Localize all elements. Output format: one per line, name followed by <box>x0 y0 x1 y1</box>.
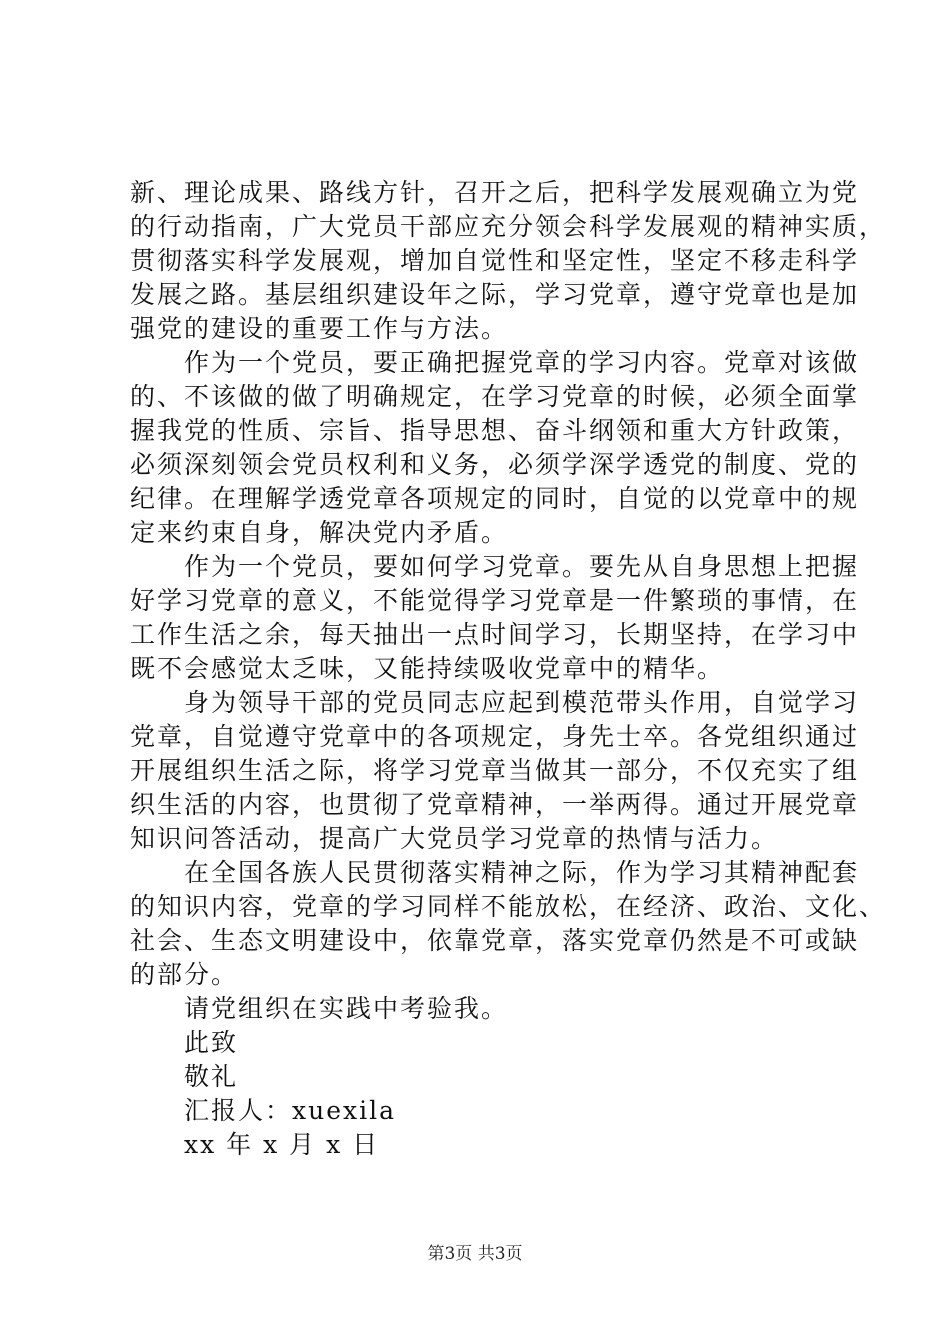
text-line: 开展组织生活之际，将学习党章当做其一部分，不仅充实了组 <box>130 756 860 785</box>
paragraph-start-line: 身为领导干部的党员同志应起到模范带头作用，自觉学习 <box>184 688 860 717</box>
paragraph-start-line: 在全国各族人民贯彻落实精神之际，作为学习其精神配套 <box>184 858 860 887</box>
reporter-signature: 汇报人：xuexila <box>184 1096 396 1125</box>
salutation-ci-zhi: 此致 <box>184 1028 239 1057</box>
paragraph-start-line: 作为一个党员，要正确把握党章的学习内容。党章对该做 <box>184 348 860 377</box>
report-date: xx 年 x 月 x 日 <box>184 1130 380 1159</box>
text-line: 纪律。在理解学透党章各项规定的同时，自觉的以党章中的规 <box>130 484 860 513</box>
text-line: 织生活的内容，也贯彻了党章精神，一举两得。通过开展党章 <box>130 790 860 819</box>
salutation-jing-li: 敬礼 <box>184 1062 239 1091</box>
text-line: 社会、生态文明建设中，依靠党章，落实党章仍然是不可或缺 <box>130 926 860 955</box>
text-line: 的、不该做的做了明确规定，在学习党章的时候，必须全面掌 <box>130 382 860 411</box>
text-line: 发展之路。基层组织建设年之际，学习党章，遵守党章也是加 <box>130 280 860 309</box>
text-line: 的部分。 <box>130 960 239 989</box>
text-line: 工作生活之余，每天抽出一点时间学习，长期坚持，在学习中 <box>130 620 860 649</box>
text-line: 既不会感觉太乏味，又能持续吸收党章中的精华。 <box>130 654 725 683</box>
text-line: 新、理论成果、路线方针，召开之后，把科学发展观确立为党 <box>130 178 860 207</box>
text-line: 的知识内容，党章的学习同样不能放松，在经济、政治、文化、 <box>130 892 887 921</box>
text-line: 强党的建设的重要工作与方法。 <box>130 314 509 343</box>
page-footer: 第3页 共3页 <box>427 1244 523 1264</box>
text-line: 好学习党章的意义，不能觉得学习党章是一件繁琐的事情，在 <box>130 586 860 615</box>
text-line: 握我党的性质、宗旨、指导思想、奋斗纲领和重大方针政策， <box>130 416 860 445</box>
paragraph-start-line: 作为一个党员，要如何学习党章。要先从自身思想上把握 <box>184 552 860 581</box>
text-line: 必须深刻领会党员权利和义务，必须学深学透党的制度、党的 <box>130 450 860 479</box>
closing-request: 请党组织在实践中考验我。 <box>184 994 509 1023</box>
text-line: 定来约束自身，解决党内矛盾。 <box>130 518 509 547</box>
text-line: 知识问答活动，提高广大党员学习党章的热情与活力。 <box>130 824 779 853</box>
text-line: 党章，自觉遵守党章中的各项规定，身先士卒。各党组织通过 <box>130 722 860 751</box>
text-line: 贯彻落实科学发展观，增加自觉性和坚定性，坚定不移走科学 <box>130 246 860 275</box>
document-body <box>130 176 887 1162</box>
text-line: 的行动指南，广大党员干部应充分领会科学发展观的精神实质， <box>130 212 887 241</box>
